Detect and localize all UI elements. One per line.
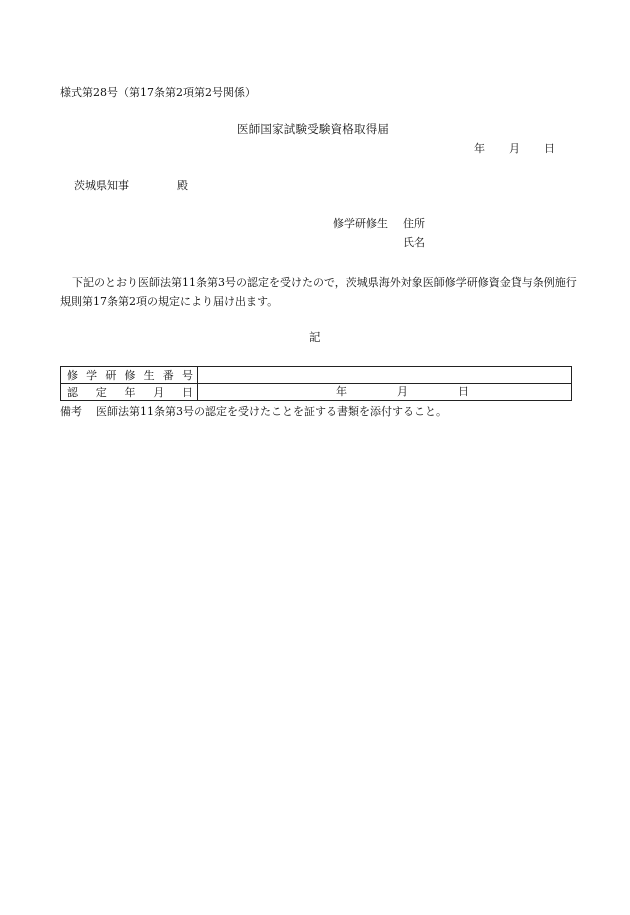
date-year: 年 — [474, 142, 485, 155]
body-text: 下記のとおり医師法第11条第3号の認定を受けたので，茨城県海外対象医師修学研修資金貸与条例施行規則第17条第2項の規定により届け出ます。 — [60, 276, 577, 308]
address-label: 住所 — [403, 217, 425, 230]
record-table — [60, 366, 572, 401]
label-char: 認 — [67, 385, 78, 399]
certification-date-label — [61, 384, 198, 401]
addressee — [74, 180, 188, 191]
label-char: 月 — [153, 385, 165, 399]
student-number-label — [61, 367, 198, 384]
label-char: 生 — [143, 368, 155, 382]
remarks — [60, 406, 447, 417]
cert-month: 月 — [397, 385, 408, 398]
addressee-name: 茨城県知事 — [74, 179, 129, 192]
remarks-text: 医師法第11条第3号の認定を受けたことを証する書類を添付すること。 — [96, 405, 447, 418]
document-title: 医師国家試験受験資格取得届 — [237, 122, 390, 136]
date-month: 月 — [509, 142, 520, 155]
applicant-block — [333, 218, 425, 256]
form-number: 様式第28号（第17条第2項第2号関係） — [60, 86, 256, 99]
student-number-value — [198, 367, 572, 384]
certification-date-value — [198, 384, 572, 401]
ki-heading: 記 — [309, 330, 321, 344]
cert-year: 年 — [336, 385, 347, 398]
applicant-role: 修学研修生 — [333, 217, 388, 230]
label-char: 日 — [182, 385, 193, 399]
label-char: 研 — [105, 368, 117, 382]
date-day: 日 — [544, 142, 555, 155]
table-row-certification-date — [61, 384, 572, 401]
addressee-honorific: 殿 — [177, 179, 188, 192]
label-char: 号 — [181, 368, 193, 382]
label-char: 修 — [67, 368, 78, 382]
label-char: 定 — [95, 385, 107, 399]
label-char: 年 — [124, 385, 136, 399]
table-row-student-number — [61, 367, 572, 384]
cert-day: 日 — [458, 385, 469, 398]
label-char: 番 — [162, 368, 174, 382]
remarks-label: 備考 — [60, 405, 82, 418]
label-char: 修 — [124, 368, 136, 382]
name-label: 氏名 — [403, 236, 425, 249]
label-char: 学 — [86, 368, 98, 382]
submission-date — [474, 143, 555, 154]
